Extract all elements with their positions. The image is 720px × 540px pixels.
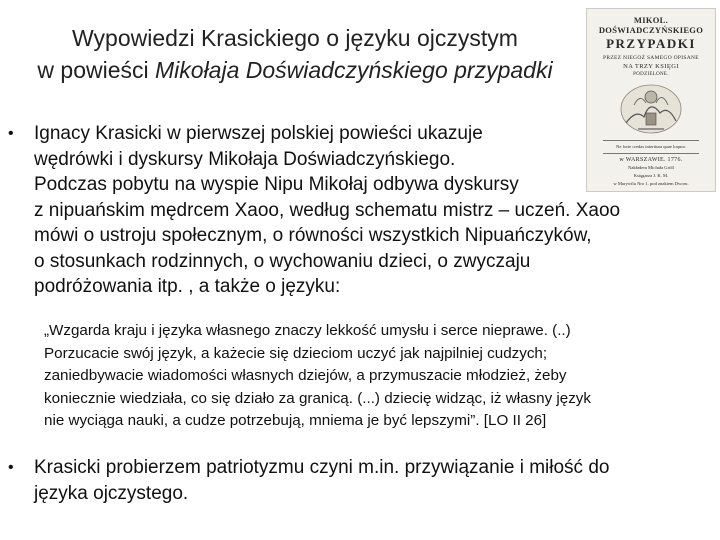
text-line: Podczas pobytu na wyspie Nipu Mikołaj odbywa dyskursy — [34, 174, 519, 195]
quotation-block — [44, 320, 712, 433]
cover-city: w WARSZAWIE. 1776. — [619, 157, 683, 163]
cover-subtitle: PRZEZ NIEGOŻ SAMEGO OPISANE — [603, 55, 699, 61]
title-line-2-prefix: w powieści — [37, 57, 156, 83]
text-line: z nipuańskim mędrcem Xaoo, według schematu mistrz – uczeń. Xaoo — [34, 199, 621, 221]
cover-imprint-1: Księgarza J. K. M. — [633, 173, 669, 178]
text-line: Ignacy Krasicki w pierwszej polskiej powieści ukazuje — [34, 123, 483, 144]
title-line-2 — [0, 54, 590, 86]
bullet-dot: • — [8, 459, 14, 476]
bullet-item-1 — [8, 121, 713, 300]
slide-title — [0, 22, 590, 86]
quote-line: „Wzgarda kraju i języka własnego znaczy lekkość umysłu i serce nieprawe. (..) — [44, 322, 571, 339]
cover-parts: NA TRZY KSIĘGI — [623, 63, 679, 70]
title-book-name: Mikołaja Doświadczyńskiego przypadki — [155, 57, 553, 83]
text-line: wędrówki i dyskursy Mikołaja Doświadczyńskiego. — [34, 148, 456, 170]
cover-publisher: Nakładem Michała Gröll — [628, 165, 674, 170]
bullet-text — [34, 455, 713, 506]
bullet-item-2 — [8, 455, 713, 506]
bullet-dot: • — [8, 125, 14, 142]
cover-author: MIKOL. DOŚWIADCZYŃSKIEGO — [598, 15, 704, 35]
bullet-text — [34, 121, 713, 300]
text-line: podróżowania itp. , a także o języku: — [34, 276, 341, 297]
text-line: Krasicki probierzem patriotyzmu czyni m.in. przywiązanie i miłość do — [34, 457, 610, 478]
cover-title: PRZYPADKI — [606, 36, 696, 51]
text-line: mówi o ustroju społecznym, o równości wszystkich Nipuańczyków, — [34, 225, 592, 246]
quote-line: koniecznie wiedziała, co się działo za granicą. (...) dziecię widząc, iż własny język — [44, 389, 591, 407]
cover-divided: PODZIELONE. — [633, 72, 669, 77]
text-line: o stosunkach rodzinnych, o wychowaniu dzieci, o zwyczaju — [34, 250, 531, 272]
title-line-1: Wypowiedzi Krasickiego o języku ojczystym — [72, 25, 518, 51]
cover-motto: Ne forte credas interitura quae loquor. — [616, 144, 686, 149]
cover-imprint-2: w Marywilu Nro 1. pod znakiem Dworu. — [613, 181, 689, 186]
text-line: języka ojczystego. — [34, 482, 189, 504]
quote-line: Porzucacie swój język, a każecie się dzieciom uczyć jak najpilniej cudzych; — [44, 344, 548, 362]
quote-line: zaniedbywacie wiadomości własnych dziejów, a przymuszacie młodzież, żeby — [44, 367, 567, 384]
quote-line: nie wyciąga nauki, a cudze potrzebują, mniema je być lepszymi”. [LO II 26] — [44, 412, 547, 429]
